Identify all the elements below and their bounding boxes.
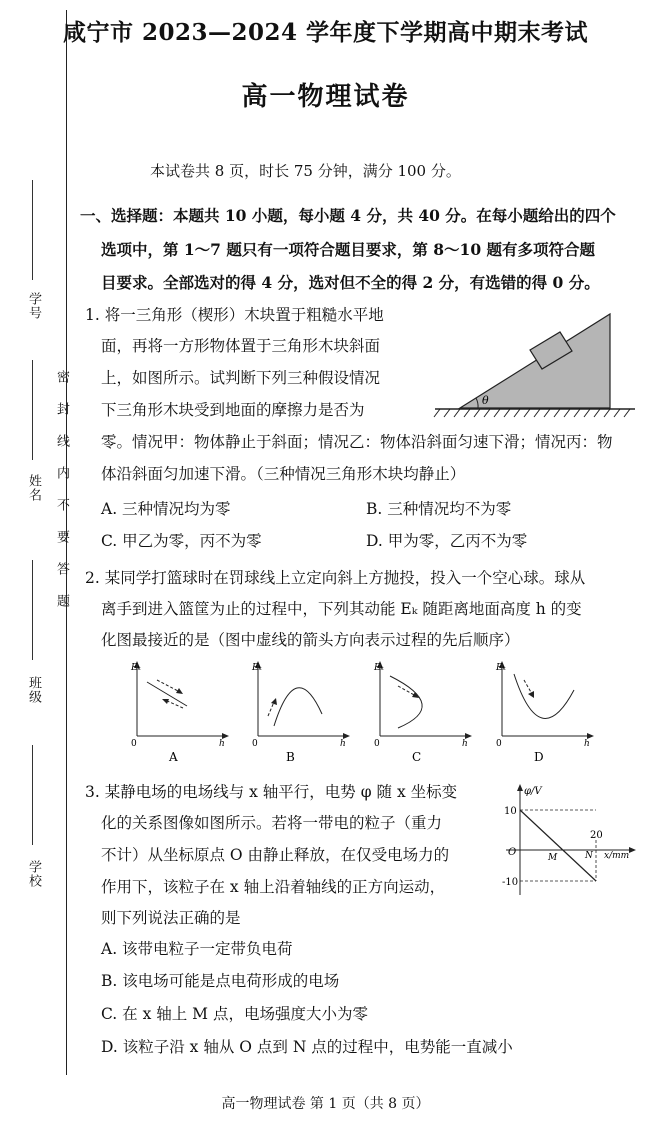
q1-line-4: 下三角形木块受到地面的摩擦力是否为: [101, 401, 365, 419]
q1-option-c: C. 甲乙为零，丙不为零: [101, 532, 262, 550]
q3-line-3: 不计）从坐标原点 O 由静止释放，在仅受电场力的: [101, 846, 450, 864]
q2-line-1: 2. 某同学打篮球时在罚球线上立定向斜上方抛投，投入一个空心球。球从: [85, 569, 586, 587]
angle-label: θ: [482, 394, 489, 407]
svg-text:10: 10: [504, 806, 517, 817]
exam-info: 本试卷共 8 页，时长 75 分钟，满分 100 分。: [150, 162, 461, 180]
q1-option-d: D. 甲为零，乙丙不为零: [366, 532, 528, 550]
section-instruction-line-3: 目要求。全部选对的得 4 分，选对但不全的得 2 分，有选错的得 0 分。: [101, 273, 600, 292]
svg-text:h: h: [462, 739, 468, 749]
q2-graph-d: [490, 658, 600, 768]
q1-option-a: A. 三种情况均为零: [101, 500, 231, 518]
field-school-line: [32, 745, 33, 845]
q3-potential-graph: [500, 780, 645, 902]
section-instruction-line-2: 选项中，第 1～7 题只有一项符合题目要求，第 8～10 题有多项符合题: [101, 240, 596, 259]
q1-line-3: 上，如图所示。试判断下列三种假设情况: [101, 369, 381, 387]
field-student-id: 学号: [26, 292, 41, 320]
field-class-line: [32, 560, 33, 660]
q2-line-2: 离手到进入篮筐为止的过程中，下列其动能 Eₖ 随距离地面高度 h 的变: [101, 600, 582, 618]
q1-line-1: 1. 将一三角形（楔形）木块置于粗糙水平地: [85, 306, 384, 324]
svg-text:20: 20: [590, 830, 603, 841]
svg-text:M: M: [548, 853, 558, 863]
exam-title: 咸宁市 2023—2024 学年度下学期高中期末考试: [62, 19, 589, 46]
q2-graph-a: [125, 658, 235, 768]
svg-text:N: N: [585, 851, 593, 861]
q2-graph-c: [368, 658, 478, 768]
q1-option-b: B. 三种情况均不为零: [366, 500, 512, 518]
q2-line-3: 化图最接近的是（图中虚线的箭头方向表示过程的先后顺序）: [101, 631, 520, 649]
ground-hatching: [434, 409, 630, 417]
q3-option-a: A. 该带电粒子一定带负电荷: [101, 940, 293, 958]
svg-text:-10: -10: [502, 877, 519, 888]
section-instruction-line-1: 一、选择题：本题共 10 小题，每小题 4 分，共 40 分。在每小题给出的四个: [80, 206, 616, 225]
q3-line-2: 化的关系图像如图所示。若将一带电的粒子（重力: [101, 814, 443, 832]
q1-wedge-figure: [430, 310, 640, 422]
svg-text:0: 0: [252, 739, 258, 749]
svg-text:Eₖ: Eₖ: [131, 663, 141, 673]
q1-line-2: 面，再将一方形物体置于三角形木块斜面: [101, 337, 381, 355]
field-student-id-line: [32, 180, 33, 280]
q1-line-6: 体沿斜面匀加速下滑。（三种情况三角形木块均静止）: [101, 465, 466, 483]
svg-text:φ/V: φ/V: [524, 786, 542, 797]
svg-text:h: h: [219, 739, 225, 749]
svg-text:B: B: [286, 750, 295, 764]
field-name-line: [32, 360, 33, 460]
svg-text:Eₖ: Eₖ: [252, 663, 262, 673]
exam-subtitle: 高一物理试卷: [241, 82, 410, 112]
q3-option-c: C. 在 x 轴上 M 点，电场强度大小为零: [101, 1005, 368, 1023]
svg-text:0: 0: [374, 739, 380, 749]
svg-text:h: h: [340, 739, 346, 749]
q3-line-1: 3. 某静电场的电场线与 x 轴平行，电势 φ 随 x 坐标变: [85, 783, 458, 801]
svg-text:Eₖ: Eₖ: [496, 663, 506, 673]
field-school: 学校: [26, 860, 41, 888]
svg-text:h: h: [584, 739, 590, 749]
field-class: 班级: [26, 676, 41, 704]
q3-line-5: 则下列说法正确的是: [101, 909, 241, 927]
svg-text:D: D: [534, 750, 544, 764]
field-name: 姓名: [26, 474, 41, 502]
svg-text:Eₖ: Eₖ: [374, 663, 384, 673]
svg-text:O: O: [508, 847, 517, 858]
seal-notice: 密封线内不要答题: [54, 370, 69, 626]
svg-text:0: 0: [131, 739, 137, 749]
q2-graph-b: [246, 658, 356, 768]
q3-option-b: B. 该电场可能是点电荷形成的电场: [101, 972, 340, 990]
q1-line-5: 零。情况甲：物体静止于斜面；情况乙：物体沿斜面匀速下滑；情况丙：物: [101, 433, 613, 451]
svg-text:A: A: [169, 750, 178, 764]
q3-option-d: D. 该粒子沿 x 轴从 O 点到 N 点的过程中，电势能一直减小: [101, 1038, 513, 1056]
q3-line-4: 作用下，该粒子在 x 轴上沿着轴线的正方向运动，: [101, 878, 446, 896]
page-footer: 高一物理试卷 第 1 页（共 8 页）: [221, 1096, 430, 1112]
svg-text:0: 0: [496, 739, 502, 749]
svg-text:C: C: [412, 750, 422, 764]
svg-text:x/mm: x/mm: [604, 851, 630, 861]
